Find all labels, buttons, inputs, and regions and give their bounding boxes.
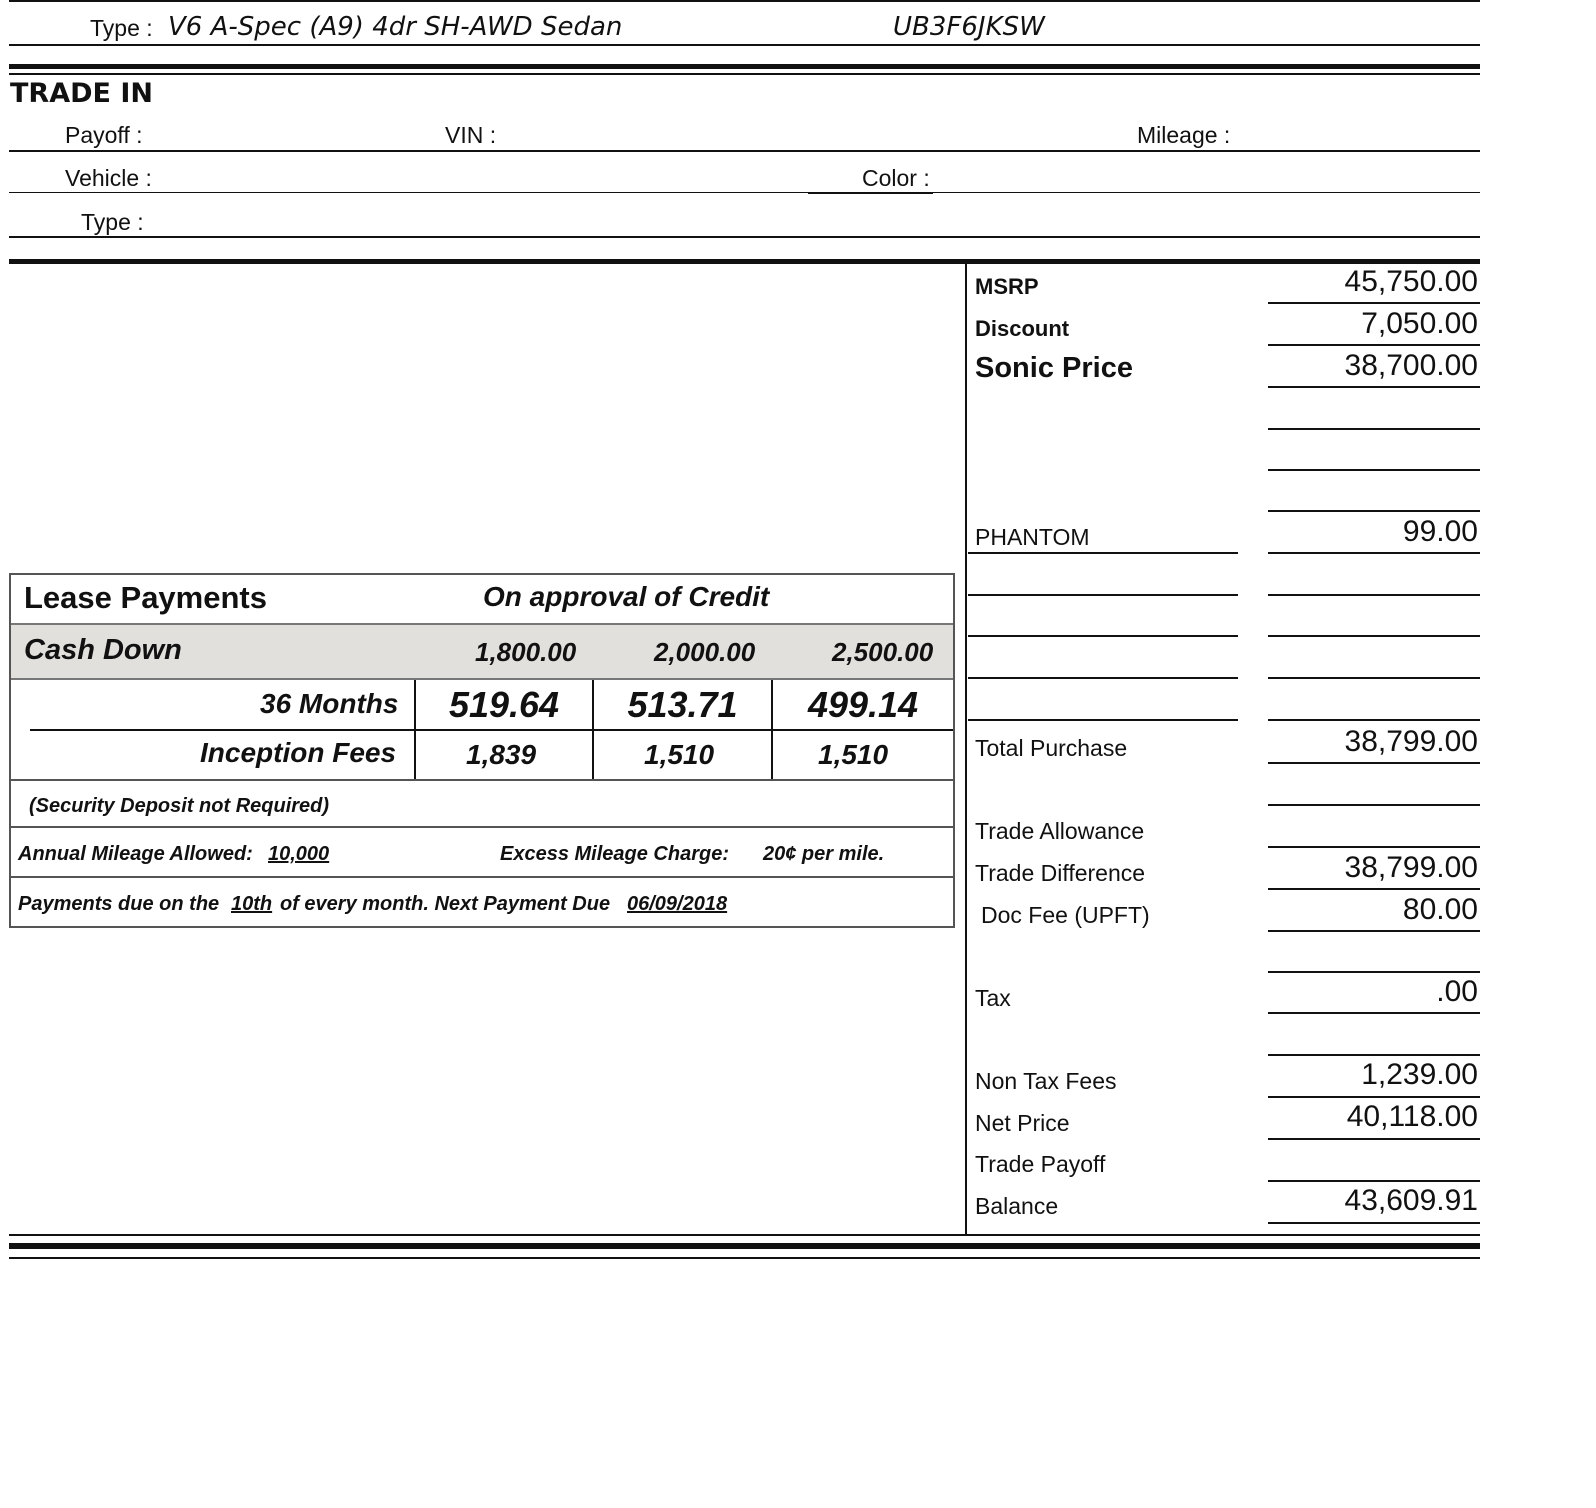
next-payment-date: 06/09/2018 [627,893,728,915]
blank-label-rule-2 [968,635,1238,637]
trade-difference-label: Trade Difference [975,860,1146,886]
blank-rule-3 [1268,510,1480,512]
excess-mileage-label: Excess Mileage Charge: [500,843,729,865]
blank-value-rule-3 [1268,677,1480,679]
payment-due-day: 10th [231,893,273,915]
inception-fee-3: 1,510 [818,739,889,770]
inception-fees-label: Inception Fees [200,737,397,768]
blank-rule-2 [1268,469,1480,471]
sonic-rule [1268,386,1480,388]
stock-number: UB3F6JKSW [893,12,1045,42]
payment-due-middle: of every month. Next Payment Due [280,893,611,915]
blank-label-rule-4 [968,719,1238,721]
doc-fee-value: 80.00 [1402,893,1478,926]
msrp-label: MSRP [975,274,1039,299]
trade-row3-rule [9,236,1480,238]
doc-fee-rule [1268,930,1480,932]
msrp-rule [1268,302,1480,304]
phantom-rule [1268,552,1480,554]
security-row-rule [11,826,953,828]
trade-row2-rule [9,192,1480,193]
phantom-label: PHANTOM [975,524,1090,550]
blank-rule-1 [1268,428,1480,430]
fees-row-rule [11,779,953,781]
trade-vehicle-label: Vehicle : [65,165,152,191]
tax-rule [1268,1012,1480,1014]
blank-value-rule-4 [1268,719,1480,721]
balance-label: Balance [975,1193,1059,1219]
mileage-label: Mileage : [1137,122,1231,148]
vin-label: VIN : [445,122,497,148]
total-purchase-label: Total Purchase [975,735,1128,761]
blank-rule-4 [1268,804,1480,806]
monthly-payment-2: 513.71 [627,684,738,725]
vehicle-type-value: V6 A-Spec (A9) 4dr SH-AWD Sedan [168,12,623,42]
net-price-rule [1268,1138,1480,1140]
doc-fee-label: Doc Fee (UPFT) [981,902,1150,928]
balance-value: 43,609.91 [1344,1184,1478,1217]
msrp-value: 45,750.00 [1344,265,1478,298]
pricing-top-rule [9,259,1480,264]
mileage-row-rule [11,876,953,878]
tax-label: Tax [975,985,1011,1011]
bottom-rule-1 [9,1234,1480,1236]
trade-allowance-rule [1268,846,1480,848]
trade-payoff-rule [1268,1180,1480,1182]
blank-label-rule-3 [968,677,1238,679]
top-rule [9,0,1480,2]
payoff-label: Payoff : [65,122,143,148]
vehicle-row-rule [9,44,1480,46]
term-label: 36 Months [260,688,399,719]
phantom-label-rule [968,552,1238,554]
cash-down-option-1: 1,800.00 [475,637,577,667]
trade-row1-rule [9,150,1480,152]
inception-fee-2: 1,510 [644,739,715,770]
blank-value-rule-1 [1268,594,1480,596]
annual-mileage-value: 10,000 [268,843,330,865]
section-rule-thick [9,64,1480,69]
total-purchase-value: 38,799.00 [1344,725,1478,758]
monthly-payment-3: 499.14 [807,684,919,725]
cash-down-option-3: 2,500.00 [832,637,934,667]
blank-label-rule-1 [968,594,1238,596]
security-deposit-note: (Security Deposit not Required) [29,795,330,817]
pricing-divider [965,264,967,1235]
sonic-price-label: Sonic Price [975,352,1133,384]
payment-due-prefix: Payments due on the [18,893,220,915]
annual-mileage-label: Annual Mileage Allowed: [18,843,253,865]
blank-rule-5 [1268,971,1480,973]
phantom-value: 99.00 [1402,515,1478,548]
color-underline [808,192,933,194]
net-price-label: Net Price [975,1110,1070,1136]
monthly-payment-1: 519.64 [448,684,560,725]
non-tax-fees-label: Non Tax Fees [975,1068,1117,1094]
excess-mileage-value: 20¢ per mile. [763,843,885,865]
bottom-rule-3 [9,1257,1480,1259]
trade-in-title: TRADE IN [10,78,154,109]
bottom-rule-2 [9,1243,1480,1249]
trade-allowance-label: Trade Allowance [975,818,1145,844]
non-tax-fees-rule [1268,1096,1480,1098]
blank-value-rule-2 [1268,635,1480,637]
credit-approval-note: On approval of Credit [483,581,770,612]
trade-difference-rule [1268,888,1480,890]
section-rule-thin [9,73,1480,75]
non-tax-fees-value: 1,239.00 [1361,1058,1478,1091]
total-purchase-rule [1268,762,1480,764]
blank-rule-6 [1268,1054,1480,1056]
months-row-rule [30,729,953,731]
trade-payoff-label: Trade Payoff [975,1151,1106,1177]
lease-title: Lease Payments [24,580,267,615]
sonic-price-value: 38,700.00 [1344,349,1478,382]
discount-rule [1268,344,1480,346]
balance-rule [1268,1222,1480,1224]
trade-type-label: Type : [81,209,144,235]
discount-label: Discount [975,316,1070,341]
cash-down-label: Cash Down [24,634,182,666]
discount-value: 7,050.00 [1361,307,1478,340]
vehicle-type-label: Type : [90,15,153,41]
net-price-value: 40,118.00 [1346,1100,1478,1133]
inception-fee-1: 1,839 [466,739,537,770]
tax-value: .00 [1436,975,1478,1008]
color-label: Color : [862,165,930,191]
trade-difference-value: 38,799.00 [1344,851,1478,884]
cash-down-option-2: 2,000.00 [654,637,756,667]
